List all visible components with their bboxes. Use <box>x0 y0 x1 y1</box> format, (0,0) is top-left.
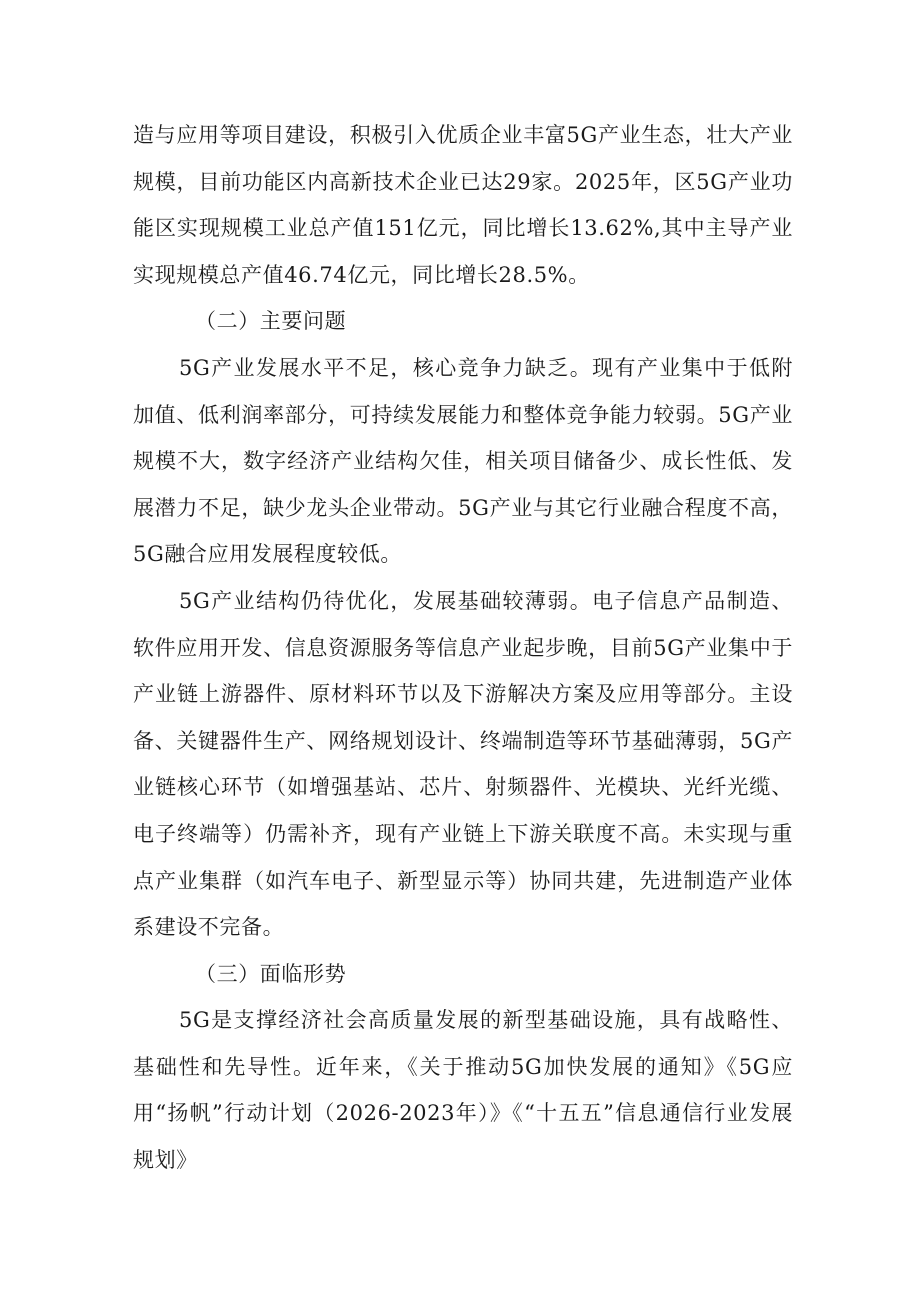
section-heading-main-problems: （二）主要问题 <box>195 309 347 334</box>
paragraph-insufficient-development: 5G产业发展水平不足，核心竞争力缺乏。现有产业集中于低附加值、低利润率部分，可持续发展能力和整体竞争能力较弱。5G产业规模不大，数字经济产业结构欠佳，相关项目储备少、成长性低、发展潜力不足，缺少龙头企业带动。5G产业与其它行业融合程度不高，5G融合应用发展程度较低。 <box>133 355 793 567</box>
paragraph-industry-output: 造与应用等项目建设，积极引入优质企业丰富5G产业生态，壮大产业规模，目前功能区内高新技术企业已达29家。2025年，区5G产业功能区实现规模工业总产值151亿元，同比增长13.62%,其中主导产业实现规模总产值46.74亿元，同比增长28.5%。 <box>133 123 793 287</box>
document-body <box>133 112 793 1184</box>
paragraph-5g-infrastructure: 5G是支撑经济社会高质量发展的新型基础设施，具有战略性、基础性和先导性。近年来，《关于推动5G加快发展的通知》《5G应用“扬帆”行动计划（2026-2023年）》《“十五五”信息通信行业发展规划》 <box>133 1008 793 1173</box>
paragraph-industry-structure: 5G产业结构仍待优化，发展基础较薄弱。电子信息产品制造、软件应用开发、信息资源服务等信息产业起步晚，目前5G产业集中于产业链上游器件、原材料环节以及下游解决方案及应用等部分。主设备、关键器件生产、网络规划设计、终端制造等环节基础薄弱，5G产业链核心环节（如增强基站、芯片、射频器件、光模块、光纤光缆、电子终端等）仍需补齐，现有产业链上下游关联度不高。未实现与重点产业集群（如汽车电子、新型显示等）协同共建，先进制造产业体系建设不完备。 <box>133 588 793 940</box>
section-heading-situation: （三）面临形势 <box>195 961 347 986</box>
